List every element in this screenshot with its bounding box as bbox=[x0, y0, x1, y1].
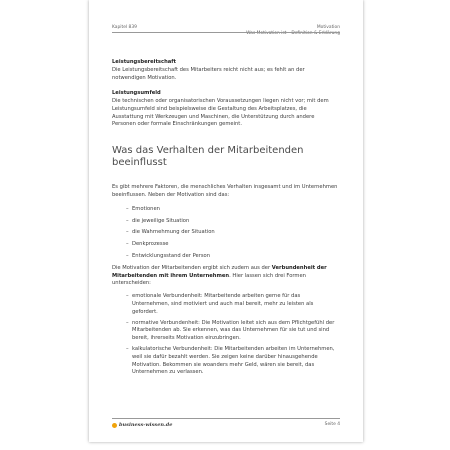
motivation-text-end: . Hier lassen sich drei Formen unterscheiden: bbox=[112, 272, 306, 287]
list-item: – kalkulatorische Verbundenheit: Die Mitarbeitenden arbeiten im Unternehmen, weil sie dafür bezahlt werden. Sie zeigen keine darüber hinausgehende Motivation. Bekommen sie woanders mehr Geld, wären sie bereit, das Unternehmen zu verlassen. bbox=[126, 346, 338, 377]
motivation-text-start: Die Motivation der Mitarbeitenden ergibt sich zudem aus der bbox=[112, 264, 272, 271]
running-header bbox=[246, 25, 340, 37]
paragraph-leistungsumfeld: Die technischen oder organisatorischen Voraussetzungen liegen nicht vor; mit dem Leistungsumfeld sind beispielsweise die Gestaltung des Arbeitsplatzes, die Ausstattung mit Werkzeugen und Maschinen, die Unterstützung durch andere Personen oder formale Einschränkungen gemeint. bbox=[112, 97, 329, 128]
list-item: – Denkprozesse bbox=[126, 241, 338, 249]
list-item: – normative Verbundenheit: Die Motivation leitet sich aus dem Pflichtgefühl der Mitarbeitenden ab. Sie erkennen, was das Unternehmen für sie tut und sind bereit, ihrerseits Motivation einzubringen. bbox=[126, 320, 338, 343]
brand-dot-icon bbox=[112, 423, 117, 428]
header-rule bbox=[112, 32, 340, 33]
running-header-subtitle: Was Motivation ist – Definition & Erklärung bbox=[246, 31, 340, 36]
factors-list bbox=[126, 206, 338, 261]
list-item: – die jeweilige Situation bbox=[126, 218, 338, 226]
page-content bbox=[112, 59, 338, 380]
list-item: – emotionale Verbundenheit: Mitarbeitende arbeiten gerne für das Unternehmen, sind motiviert und auch mal bereit, mehr zu leisten als gefordert. bbox=[126, 293, 338, 316]
brand-logo[interactable] bbox=[112, 422, 172, 428]
subheading-leistungsumfeld: Leistungsumfeld bbox=[112, 90, 161, 97]
forms-list bbox=[126, 293, 338, 377]
footer-rule bbox=[112, 418, 340, 419]
list-item: – die Wahrnehmung der Situation bbox=[126, 229, 338, 237]
chapter-label: Kapitel 839 bbox=[112, 25, 137, 30]
motivation-paragraph bbox=[112, 265, 338, 288]
page-number: Seite 4 bbox=[324, 422, 340, 427]
brand-name: business-wissen.de bbox=[119, 422, 173, 428]
running-header-title: Motivation bbox=[316, 25, 340, 30]
motivation-text-bold: Verbundenheit der Mitarbeitenden mit ihrem Unternehmen bbox=[112, 264, 327, 279]
subheading-leistungsbereitschaft: Leistungsbereitschaft bbox=[112, 59, 177, 65]
section-heading: Was das Verhalten der Mitarbeitenden beeinflusst bbox=[112, 145, 304, 169]
list-item: – Entwicklungsstand der Person bbox=[126, 253, 338, 261]
paragraph-leistungsbereitschaft: Die Leistungsbereitschaft des Mitarbeiters reicht nicht aus; es fehlt an der notwendigen Motivation. bbox=[112, 66, 305, 81]
intro-paragraph: Es gibt mehrere Faktoren, die menschliches Verhalten insgesamt und im Unternehmen beeinflussen. Neben der Motivation sind das: bbox=[112, 184, 338, 198]
list-item: – Emotionen bbox=[126, 206, 338, 214]
document-page bbox=[89, 0, 363, 442]
